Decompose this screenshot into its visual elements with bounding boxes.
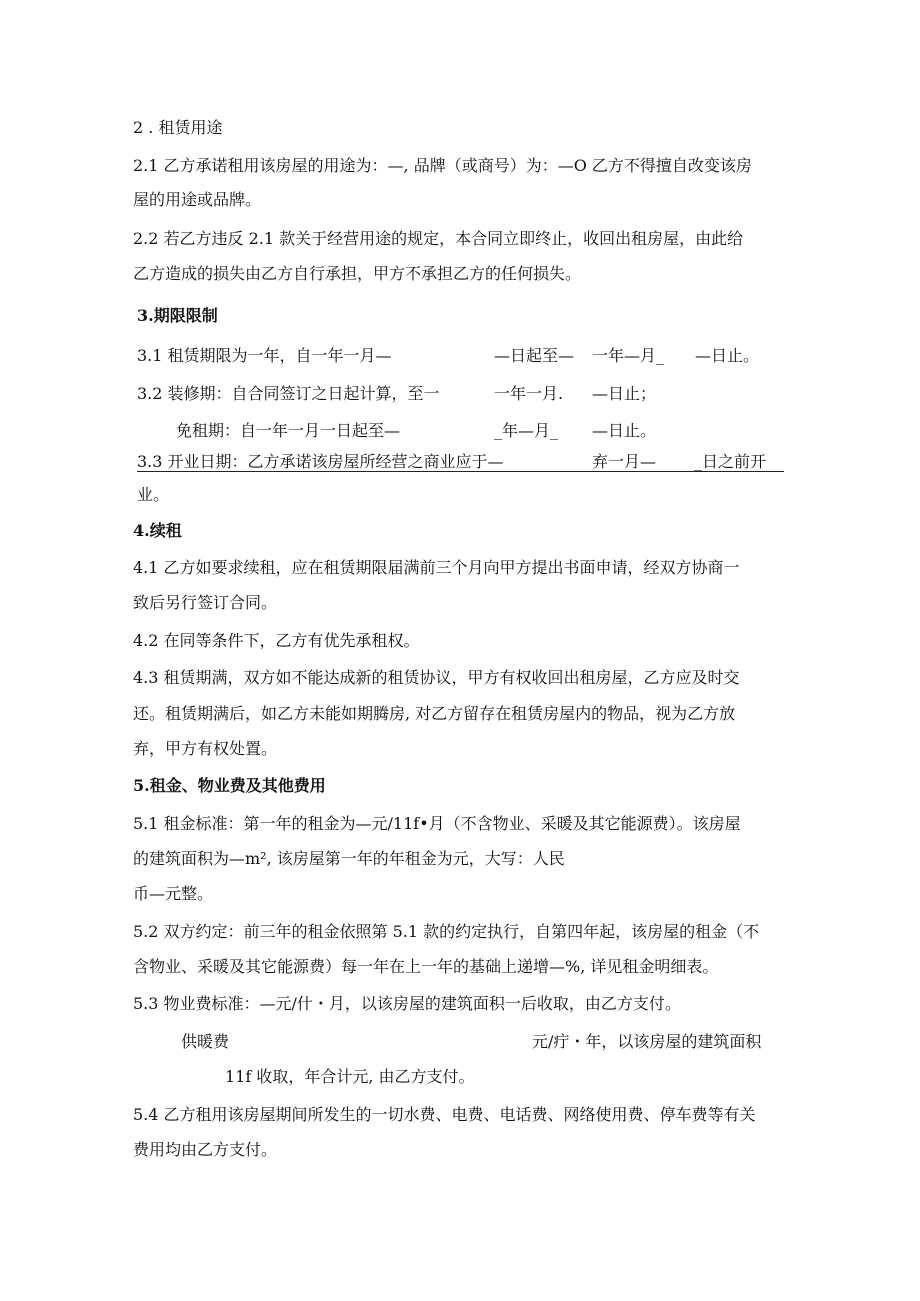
clause-4-1-line-2: 致后另行签订合同。	[133, 593, 278, 612]
heating-fee-label: 供暖费	[181, 1032, 230, 1051]
clause-5-2-line-2: 含物业、采暖及其它能源费）每一年在上一年的基础上递增—%, 详见租金明细表。	[133, 957, 719, 976]
clause-5-4-line-1: 5.4 乙方租用该房屋期间所发生的一切水费、电费、电话费、网络使用费、停车费等有关	[133, 1105, 756, 1124]
clause-4-3-line-2: 还。租赁期满后，如乙方未能如期腾房, 对乙方留存在租赁房屋内的物品，视为乙方放	[133, 704, 736, 723]
clause-3-3-part-1: 3.3 开业日期：乙方承诺该房屋所经营之商业应于—	[137, 452, 504, 471]
clause-5-4-line-2: 费用均由乙方支付。	[133, 1140, 278, 1159]
clause-5-1-line-1: 5.1 租金标准：第一年的租金为—元/11f•月（不含物业、采暖及其它能源费）。该房屋	[133, 814, 741, 833]
free-rent-part-3: —日止。	[592, 421, 657, 440]
section-3-heading: 3.期限限制	[137, 306, 218, 325]
clause-4-1-line-1: 4.1 乙方如要求续租，应在租赁期限届满前三个月向甲方提出书面申请，经双方协商一	[133, 558, 740, 577]
free-rent-part-1: 免租期：自一年一月一日起至—	[176, 421, 401, 440]
clause-5-2-line-1: 5.2 双方约定：前三年的租金依照第 5.1 款的约定执行，自第四年起，该房屋的租金（不	[133, 922, 760, 941]
clause-5-1-line-2: 的建筑面积为—m², 该房屋第一年的年租金为元，大写：人民	[133, 849, 565, 868]
section-2-heading: 2 . 租赁用途	[133, 118, 223, 137]
clause-3-1-part-4: —日止。	[695, 346, 760, 365]
clause-5-3: 5.3 物业费标准：—元/什・月，以该房屋的建筑面积一后收取，由乙方支付。	[133, 994, 681, 1013]
clause-2-1-line-2: 屋的用途或品牌。	[133, 190, 262, 209]
clause-5-1-line-3: 币—元整。	[133, 884, 214, 903]
clause-2-2-line-2: 乙方造成的损失由乙方自行承担，甲方不承担乙方的任何损失。	[133, 264, 582, 283]
clause-4-2: 4.2 在同等条件下，乙方有优先承租权。	[133, 631, 420, 650]
section-5-heading: 5.租金、物业费及其他费用	[133, 776, 326, 795]
clause-3-3-part-3: _日之前开	[694, 452, 767, 471]
free-rent-part-2: _年—月_	[494, 421, 559, 440]
clause-4-3-line-3: 弃，甲方有权处置。	[133, 739, 278, 758]
clause-3-2-part-1: 3.2 装修期：自合同签订之日起计算，至一	[137, 384, 440, 403]
clause-4-3-line-1: 4.3 租赁期满，双方如不能达成新的租赁协议，甲方有权收回出租房屋，乙方应及时交	[133, 668, 740, 687]
section-4-heading: 4.续租	[133, 521, 182, 540]
clause-3-3-line-2: 业。	[137, 485, 170, 504]
clause-3-2-part-2: 一年一月.	[494, 384, 564, 403]
clause-3-3-part-2: 弃一月—	[592, 452, 657, 471]
clause-3-2-part-3: —日止；	[592, 384, 657, 403]
heating-fee-rate: 元/疔・年，以该房屋的建筑面积	[532, 1032, 762, 1051]
clause-2-1-line-1: 2.1 乙方承诺租用该房屋的用途为：—, 品牌（或商号）为：—O 乙方不得擅自改变该房	[133, 156, 752, 175]
clause-3-1-part-3: 一年—月_	[592, 346, 665, 365]
clause-2-2-line-1: 2.2 若乙方违反 2.1 款关于经营用途的规定，本合同立即终止，收回出租房屋，由此给	[133, 229, 744, 248]
clause-3-3-rule	[137, 471, 784, 472]
clause-3-1-part-2: —日起至—	[494, 346, 575, 365]
heating-fee-collection: 11f 收取，年合计元, 由乙方支付。	[225, 1067, 475, 1086]
clause-3-1-part-1: 3.1 租赁期限为一年，自一年一月—	[137, 346, 392, 365]
